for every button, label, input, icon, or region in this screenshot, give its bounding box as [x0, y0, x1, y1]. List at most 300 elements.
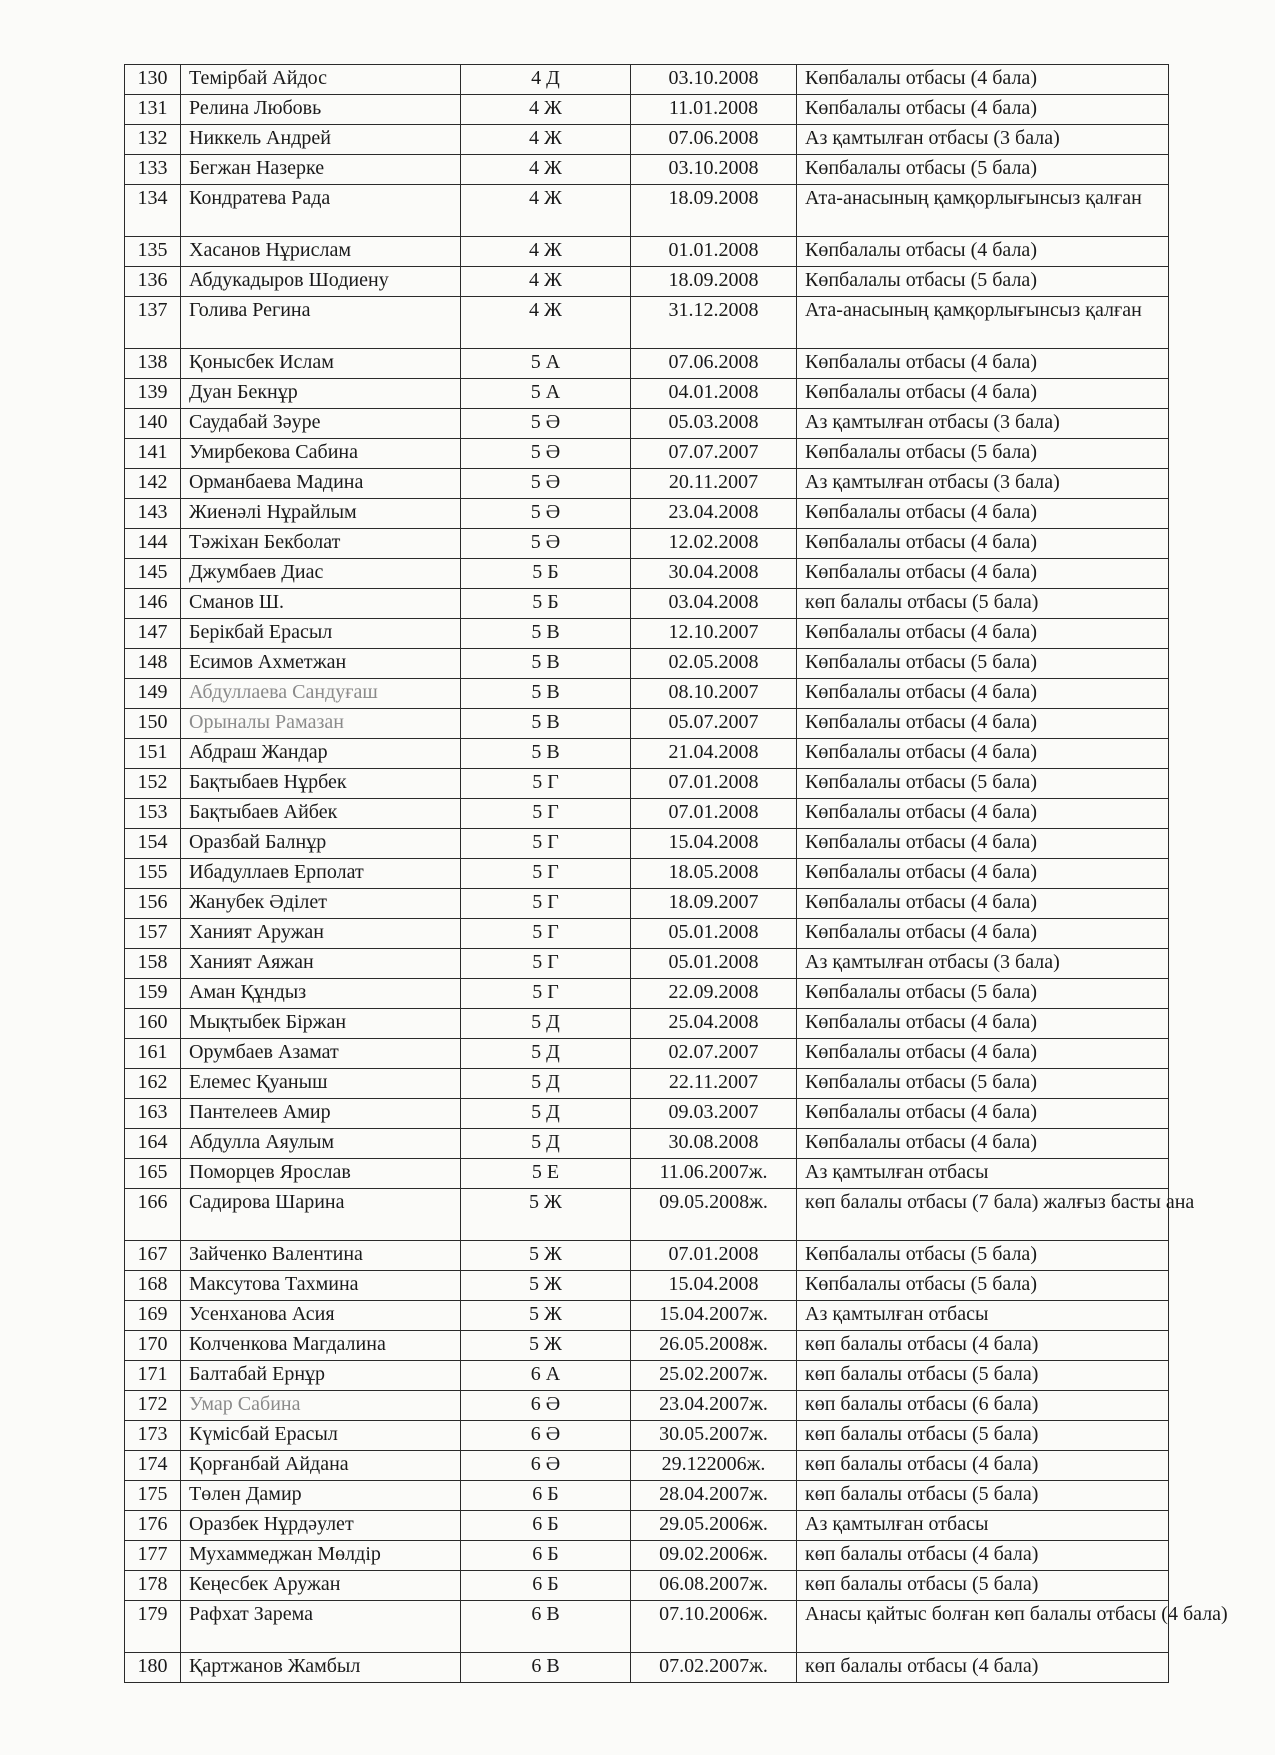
student-name-cell: Ханият Аяжан [181, 949, 461, 979]
class-grade-cell: 5 Ж [461, 1301, 631, 1331]
birth-date-cell: 15.04.2007ж. [631, 1301, 797, 1331]
family-status-cell: Көпбалалы отбасы (4 бала) [797, 919, 1169, 949]
table-row [125, 155, 1169, 185]
student-name-cell: Кеңесбек Аружан [181, 1571, 461, 1601]
student-name-cell: Пантелеев Амир [181, 1099, 461, 1129]
table-row [125, 267, 1169, 297]
row-number-cell: 172 [125, 1391, 181, 1421]
student-name-cell: Абдраш Жандар [181, 739, 461, 769]
birth-date-cell: 22.09.2008 [631, 979, 797, 1009]
table-row [125, 1271, 1169, 1301]
student-name-cell: Есимов Ахметжан [181, 649, 461, 679]
student-name-cell: Бегжан Назерке [181, 155, 461, 185]
row-number-cell: 168 [125, 1271, 181, 1301]
family-status-cell: көп балалы отбасы (4 бала) [797, 1451, 1169, 1481]
table-row [125, 1511, 1169, 1541]
class-grade-cell: 6 Ә [461, 1421, 631, 1451]
family-status-cell: Көпбалалы отбасы (5 бала) [797, 155, 1169, 185]
student-name-cell: Мухаммеджан Мөлдір [181, 1541, 461, 1571]
table-row [125, 379, 1169, 409]
class-grade-cell: 5 Ж [461, 1331, 631, 1361]
class-grade-cell: 5 В [461, 739, 631, 769]
row-number-cell: 151 [125, 739, 181, 769]
table-row [125, 297, 1169, 349]
birth-date-cell: 09.03.2007 [631, 1099, 797, 1129]
family-status-cell: Аз қамтылған отбасы [797, 1511, 1169, 1541]
family-status-cell: Көпбалалы отбасы (4 бала) [797, 739, 1169, 769]
table-row [125, 1039, 1169, 1069]
row-number-cell: 165 [125, 1159, 181, 1189]
table-row [125, 889, 1169, 919]
row-number-cell: 135 [125, 237, 181, 267]
family-status-cell: көп балалы отбасы (5 бала) [797, 589, 1169, 619]
family-status-cell: Аз қамтылған отбасы (3 бала) [797, 949, 1169, 979]
class-grade-cell: 5 Ә [461, 409, 631, 439]
table-row [125, 1189, 1169, 1241]
student-name-cell: Жиенәлі Нұрайлым [181, 499, 461, 529]
table-row [125, 1571, 1169, 1601]
birth-date-cell: 12.02.2008 [631, 529, 797, 559]
row-number-cell: 142 [125, 469, 181, 499]
row-number-cell: 132 [125, 125, 181, 155]
student-name-cell: Усенханова Асия [181, 1301, 461, 1331]
family-status-cell: Көпбалалы отбасы (4 бала) [797, 499, 1169, 529]
row-number-cell: 157 [125, 919, 181, 949]
student-name-cell: Садирова Шарина [181, 1189, 461, 1241]
row-number-cell: 159 [125, 979, 181, 1009]
birth-date-cell: 07.07.2007 [631, 439, 797, 469]
birth-date-cell: 29.122006ж. [631, 1451, 797, 1481]
row-number-cell: 131 [125, 95, 181, 125]
birth-date-cell: 20.11.2007 [631, 469, 797, 499]
table-row [125, 829, 1169, 859]
student-name-cell: Елемес Қуаныш [181, 1069, 461, 1099]
class-grade-cell: 5 Д [461, 1129, 631, 1159]
row-number-cell: 160 [125, 1009, 181, 1039]
row-number-cell: 149 [125, 679, 181, 709]
row-number-cell: 143 [125, 499, 181, 529]
family-status-cell: Көпбалалы отбасы (4 бала) [797, 1009, 1169, 1039]
row-number-cell: 173 [125, 1421, 181, 1451]
table-row [125, 559, 1169, 589]
row-number-cell: 138 [125, 349, 181, 379]
birth-date-cell: 18.09.2008 [631, 267, 797, 297]
student-roster-table [124, 64, 1228, 1683]
table-row [125, 237, 1169, 267]
student-name-cell: Оразбек Нұрдәулет [181, 1511, 461, 1541]
birth-date-cell: 01.01.2008 [631, 237, 797, 267]
birth-date-cell: 15.04.2008 [631, 1271, 797, 1301]
table-row [125, 1541, 1169, 1571]
row-number-cell: 136 [125, 267, 181, 297]
family-status-cell: көп балалы отбасы (5 бала) [797, 1571, 1169, 1601]
birth-date-cell: 08.10.2007 [631, 679, 797, 709]
family-status-cell: Көпбалалы отбасы (5 бала) [797, 769, 1169, 799]
family-status-cell: Көпбалалы отбасы (5 бала) [797, 1271, 1169, 1301]
family-status-cell: көп балалы отбасы (4 бала) [797, 1331, 1169, 1361]
family-status-cell: Анасы қайтыс болған көп балалы отбасы (4 бала) [797, 1601, 1169, 1653]
family-status-cell: көп балалы отбасы (5 бала) [797, 1361, 1169, 1391]
family-status-cell: Көпбалалы отбасы (4 бала) [797, 829, 1169, 859]
class-grade-cell: 4 Ж [461, 125, 631, 155]
row-number-cell: 163 [125, 1099, 181, 1129]
row-number-cell: 150 [125, 709, 181, 739]
table-row [125, 1331, 1169, 1361]
table-row [125, 799, 1169, 829]
class-grade-cell: 5 А [461, 349, 631, 379]
birth-date-cell: 05.01.2008 [631, 949, 797, 979]
birth-date-cell: 05.01.2008 [631, 919, 797, 949]
family-status-cell: Көпбалалы отбасы (4 бала) [797, 529, 1169, 559]
class-grade-cell: 4 Ж [461, 297, 631, 349]
birth-date-cell: 03.04.2008 [631, 589, 797, 619]
family-status-cell: Аз қамтылған отбасы [797, 1159, 1169, 1189]
row-number-cell: 177 [125, 1541, 181, 1571]
birth-date-cell: 07.01.2008 [631, 799, 797, 829]
table-row [125, 769, 1169, 799]
document-page [124, 64, 1228, 1683]
student-name-cell: Абдулла Аяулым [181, 1129, 461, 1159]
class-grade-cell: 5 Д [461, 1009, 631, 1039]
table-row [125, 1099, 1169, 1129]
table-row [125, 1451, 1169, 1481]
student-name-cell: Төлен Дамир [181, 1481, 461, 1511]
birth-date-cell: 02.05.2008 [631, 649, 797, 679]
row-number-cell: 139 [125, 379, 181, 409]
table-row [125, 185, 1169, 237]
family-status-cell: Көпбалалы отбасы (4 бала) [797, 379, 1169, 409]
family-status-cell: Көпбалалы отбасы (5 бала) [797, 979, 1169, 1009]
family-status-cell: Көпбалалы отбасы (4 бала) [797, 619, 1169, 649]
class-grade-cell: 5 В [461, 679, 631, 709]
student-name-cell: Поморцев Ярослав [181, 1159, 461, 1189]
student-name-cell: Қонысбек Ислам [181, 349, 461, 379]
student-name-cell: Хасанов Нұрислам [181, 237, 461, 267]
birth-date-cell: 28.04.2007ж. [631, 1481, 797, 1511]
student-name-cell: Орманбаева Мадина [181, 469, 461, 499]
student-name-cell: Мықтыбек Біржан [181, 1009, 461, 1039]
table-row [125, 1361, 1169, 1391]
class-grade-cell: 5 Г [461, 949, 631, 979]
birth-date-cell: 05.07.2007 [631, 709, 797, 739]
class-grade-cell: 4 Ж [461, 267, 631, 297]
row-number-cell: 153 [125, 799, 181, 829]
row-number-cell: 141 [125, 439, 181, 469]
table-row [125, 469, 1169, 499]
birth-date-cell: 12.10.2007 [631, 619, 797, 649]
class-grade-cell: 5 Г [461, 979, 631, 1009]
class-grade-cell: 6 Б [461, 1511, 631, 1541]
table-row [125, 859, 1169, 889]
class-grade-cell: 5 Г [461, 889, 631, 919]
row-number-cell: 155 [125, 859, 181, 889]
row-number-cell: 134 [125, 185, 181, 237]
student-name-cell: Аман Құндыз [181, 979, 461, 1009]
birth-date-cell: 29.05.2006ж. [631, 1511, 797, 1541]
table-row [125, 409, 1169, 439]
birth-date-cell: 21.04.2008 [631, 739, 797, 769]
birth-date-cell: 07.01.2008 [631, 769, 797, 799]
class-grade-cell: 5 Е [461, 1159, 631, 1189]
table-row [125, 529, 1169, 559]
student-name-cell: Берікбай Ерасыл [181, 619, 461, 649]
student-name-cell: Қорғанбай Айдана [181, 1451, 461, 1481]
student-name-cell: Дуан Бекнұр [181, 379, 461, 409]
birth-date-cell: 18.09.2008 [631, 185, 797, 237]
student-name-cell: Голива Регина [181, 297, 461, 349]
family-status-cell: Көпбалалы отбасы (4 бала) [797, 237, 1169, 267]
class-grade-cell: 5 В [461, 709, 631, 739]
roster-body [125, 65, 1228, 1683]
table-row [125, 1301, 1169, 1331]
family-status-cell: Көпбалалы отбасы (5 бала) [797, 439, 1169, 469]
row-number-cell: 147 [125, 619, 181, 649]
row-number-cell: 164 [125, 1129, 181, 1159]
family-status-cell: Аз қамтылған отбасы (3 бала) [797, 409, 1169, 439]
family-status-cell: Ата-анасының қамқорлығынсыз қалған [797, 297, 1169, 349]
table-row [125, 1421, 1169, 1451]
family-status-cell: көп балалы отбасы (6 бала) [797, 1391, 1169, 1421]
class-grade-cell: 6 Б [461, 1481, 631, 1511]
class-grade-cell: 5 Д [461, 1099, 631, 1129]
birth-date-cell: 26.05.2008ж. [631, 1331, 797, 1361]
student-name-cell: Орумбаев Азамат [181, 1039, 461, 1069]
family-status-cell: көп балалы отбасы (7 бала) жалғыз басты ана [797, 1189, 1169, 1241]
family-status-cell: Көпбалалы отбасы (4 бала) [797, 679, 1169, 709]
class-grade-cell: 5 Ж [461, 1271, 631, 1301]
birth-date-cell: 03.10.2008 [631, 65, 797, 95]
row-number-cell: 170 [125, 1331, 181, 1361]
family-status-cell: көп балалы отбасы (4 бала) [797, 1541, 1169, 1571]
class-grade-cell: 5 Г [461, 769, 631, 799]
family-status-cell: Аз қамтылған отбасы (3 бала) [797, 469, 1169, 499]
student-name-cell: Абдукадыров Шодиену [181, 267, 461, 297]
birth-date-cell: 07.02.2007ж. [631, 1653, 797, 1683]
family-status-cell: Көпбалалы отбасы (4 бала) [797, 1099, 1169, 1129]
class-grade-cell: 5 В [461, 619, 631, 649]
table-row [125, 619, 1169, 649]
birth-date-cell: 25.04.2008 [631, 1009, 797, 1039]
birth-date-cell: 02.07.2007 [631, 1039, 797, 1069]
family-status-cell: Көпбалалы отбасы (5 бала) [797, 649, 1169, 679]
class-grade-cell: 6 Ә [461, 1451, 631, 1481]
class-grade-cell: 5 Г [461, 799, 631, 829]
row-number-cell: 144 [125, 529, 181, 559]
family-status-cell: Көпбалалы отбасы (5 бала) [797, 1069, 1169, 1099]
student-name-cell: Бақтыбаев Айбек [181, 799, 461, 829]
family-status-cell: Көпбалалы отбасы (4 бала) [797, 65, 1169, 95]
class-grade-cell: 5 Д [461, 1039, 631, 1069]
family-status-cell: Көпбалалы отбасы (4 бала) [797, 95, 1169, 125]
table-row [125, 1241, 1169, 1271]
row-number-cell: 161 [125, 1039, 181, 1069]
class-grade-cell: 6 Ә [461, 1391, 631, 1421]
row-number-cell: 176 [125, 1511, 181, 1541]
table-row [125, 125, 1169, 155]
family-status-cell: Көпбалалы отбасы (4 бала) [797, 709, 1169, 739]
table-row [125, 1159, 1169, 1189]
student-name-cell: Балтабай Ернұр [181, 1361, 461, 1391]
family-status-cell: Көпбалалы отбасы (4 бала) [797, 889, 1169, 919]
table-row [125, 649, 1169, 679]
class-grade-cell: 5 Б [461, 589, 631, 619]
class-grade-cell: 6 А [461, 1361, 631, 1391]
class-grade-cell: 5 Ж [461, 1189, 631, 1241]
student-name-cell: Максутова Тахмина [181, 1271, 461, 1301]
table-row [125, 439, 1169, 469]
birth-date-cell: 07.06.2008 [631, 349, 797, 379]
table-row [125, 589, 1169, 619]
birth-date-cell: 30.04.2008 [631, 559, 797, 589]
class-grade-cell: 5 Б [461, 559, 631, 589]
birth-date-cell: 15.04.2008 [631, 829, 797, 859]
student-name-cell: Умирбекова Сабина [181, 439, 461, 469]
row-number-cell: 174 [125, 1451, 181, 1481]
birth-date-cell: 18.05.2008 [631, 859, 797, 889]
student-name-cell: Джумбаев Диас [181, 559, 461, 589]
table-row [125, 1069, 1169, 1099]
row-number-cell: 140 [125, 409, 181, 439]
family-status-cell: Көпбалалы отбасы (5 бала) [797, 267, 1169, 297]
class-grade-cell: 5 Ә [461, 499, 631, 529]
birth-date-cell: 05.03.2008 [631, 409, 797, 439]
table-row [125, 739, 1169, 769]
family-status-cell: көп балалы отбасы (4 бала) [797, 1653, 1169, 1683]
row-number-cell: 166 [125, 1189, 181, 1241]
birth-date-cell: 18.09.2007 [631, 889, 797, 919]
row-number-cell: 175 [125, 1481, 181, 1511]
row-number-cell: 169 [125, 1301, 181, 1331]
family-status-cell: Көпбалалы отбасы (5 бала) [797, 1241, 1169, 1271]
class-grade-cell: 4 Ж [461, 95, 631, 125]
table-row [125, 1009, 1169, 1039]
row-number-cell: 137 [125, 297, 181, 349]
class-grade-cell: 5 Г [461, 859, 631, 889]
class-grade-cell: 5 А [461, 379, 631, 409]
class-grade-cell: 5 Ә [461, 469, 631, 499]
student-name-cell: Бақтыбаев Нұрбек [181, 769, 461, 799]
row-number-cell: 148 [125, 649, 181, 679]
student-name-cell: Ханият Аружан [181, 919, 461, 949]
class-grade-cell: 6 В [461, 1653, 631, 1683]
birth-date-cell: 07.10.2006ж. [631, 1601, 797, 1653]
birth-date-cell: 30.05.2007ж. [631, 1421, 797, 1451]
table-row [125, 1391, 1169, 1421]
class-grade-cell: 5 В [461, 649, 631, 679]
class-grade-cell: 6 В [461, 1601, 631, 1653]
row-number-cell: 179 [125, 1601, 181, 1653]
class-grade-cell: 4 Ж [461, 185, 631, 237]
family-status-cell: Көпбалалы отбасы (4 бала) [797, 1039, 1169, 1069]
birth-date-cell: 09.05.2008ж. [631, 1189, 797, 1241]
birth-date-cell: 07.01.2008 [631, 1241, 797, 1271]
row-number-cell: 152 [125, 769, 181, 799]
birth-date-cell: 22.11.2007 [631, 1069, 797, 1099]
birth-date-cell: 23.04.2008 [631, 499, 797, 529]
family-status-cell: Көпбалалы отбасы (4 бала) [797, 1129, 1169, 1159]
family-status-cell: Аз қамтылған отбасы [797, 1301, 1169, 1331]
table-row [125, 1129, 1169, 1159]
birth-date-cell: 04.01.2008 [631, 379, 797, 409]
family-status-cell: көп балалы отбасы (5 бала) [797, 1421, 1169, 1451]
class-grade-cell: 4 Ж [461, 237, 631, 267]
student-name-cell: Кондратева Рада [181, 185, 461, 237]
row-number-cell: 145 [125, 559, 181, 589]
family-status-cell: көп балалы отбасы (5 бала) [797, 1481, 1169, 1511]
student-name-cell: Саудабай Зәуре [181, 409, 461, 439]
student-name-cell: Колченкова Магдалина [181, 1331, 461, 1361]
row-number-cell: 158 [125, 949, 181, 979]
family-status-cell: Ата-анасының қамқорлығынсыз қалған [797, 185, 1169, 237]
student-name-cell: Қартжанов Жамбыл [181, 1653, 461, 1683]
table-row [125, 1653, 1169, 1683]
table-row [125, 1481, 1169, 1511]
birth-date-cell: 25.02.2007ж. [631, 1361, 797, 1391]
class-grade-cell: 4 Ж [461, 155, 631, 185]
birth-date-cell: 07.06.2008 [631, 125, 797, 155]
birth-date-cell: 11.01.2008 [631, 95, 797, 125]
birth-date-cell: 23.04.2007ж. [631, 1391, 797, 1421]
class-grade-cell: 6 Б [461, 1541, 631, 1571]
table-row [125, 679, 1169, 709]
row-number-cell: 130 [125, 65, 181, 95]
student-name-cell: Оразбай Балнұр [181, 829, 461, 859]
class-grade-cell: 6 Б [461, 1571, 631, 1601]
table-row [125, 979, 1169, 1009]
student-name-cell: Орыналы Рамазан [181, 709, 461, 739]
class-grade-cell: 5 Г [461, 919, 631, 949]
family-status-cell: Көпбалалы отбасы (4 бала) [797, 799, 1169, 829]
table-row [125, 949, 1169, 979]
class-grade-cell: 5 Д [461, 1069, 631, 1099]
row-number-cell: 146 [125, 589, 181, 619]
birth-date-cell: 06.08.2007ж. [631, 1571, 797, 1601]
student-name-cell: Никкель Андрей [181, 125, 461, 155]
table-row [125, 709, 1169, 739]
family-status-cell: Аз қамтылған отбасы (3 бала) [797, 125, 1169, 155]
table-row [125, 1601, 1169, 1653]
student-name-cell: Ибадуллаев Ерполат [181, 859, 461, 889]
class-grade-cell: 5 Ж [461, 1241, 631, 1271]
row-number-cell: 133 [125, 155, 181, 185]
family-status-cell: Көпбалалы отбасы (4 бала) [797, 349, 1169, 379]
table-row [125, 349, 1169, 379]
student-name-cell: Абдуллаева Сандуғаш [181, 679, 461, 709]
birth-date-cell: 31.12.2008 [631, 297, 797, 349]
student-name-cell: Рафхат Зарема [181, 1601, 461, 1653]
table-row [125, 65, 1169, 95]
student-name-cell: Умар Сабина [181, 1391, 461, 1421]
row-number-cell: 167 [125, 1241, 181, 1271]
table-row [125, 919, 1169, 949]
student-name-cell: Тәжіхан Бекболат [181, 529, 461, 559]
student-name-cell: Сманов Ш. [181, 589, 461, 619]
birth-date-cell: 30.08.2008 [631, 1129, 797, 1159]
student-name-cell: Темірбай Айдос [181, 65, 461, 95]
row-number-cell: 180 [125, 1653, 181, 1683]
birth-date-cell: 09.02.2006ж. [631, 1541, 797, 1571]
class-grade-cell: 5 Ә [461, 529, 631, 559]
row-number-cell: 162 [125, 1069, 181, 1099]
class-grade-cell: 5 Ә [461, 439, 631, 469]
class-grade-cell: 5 Г [461, 829, 631, 859]
row-number-cell: 178 [125, 1571, 181, 1601]
class-grade-cell: 4 Д [461, 65, 631, 95]
family-status-cell: Көпбалалы отбасы (4 бала) [797, 559, 1169, 589]
row-number-cell: 154 [125, 829, 181, 859]
student-name-cell: Зайченко Валентина [181, 1241, 461, 1271]
student-name-cell: Күмісбай Ерасыл [181, 1421, 461, 1451]
